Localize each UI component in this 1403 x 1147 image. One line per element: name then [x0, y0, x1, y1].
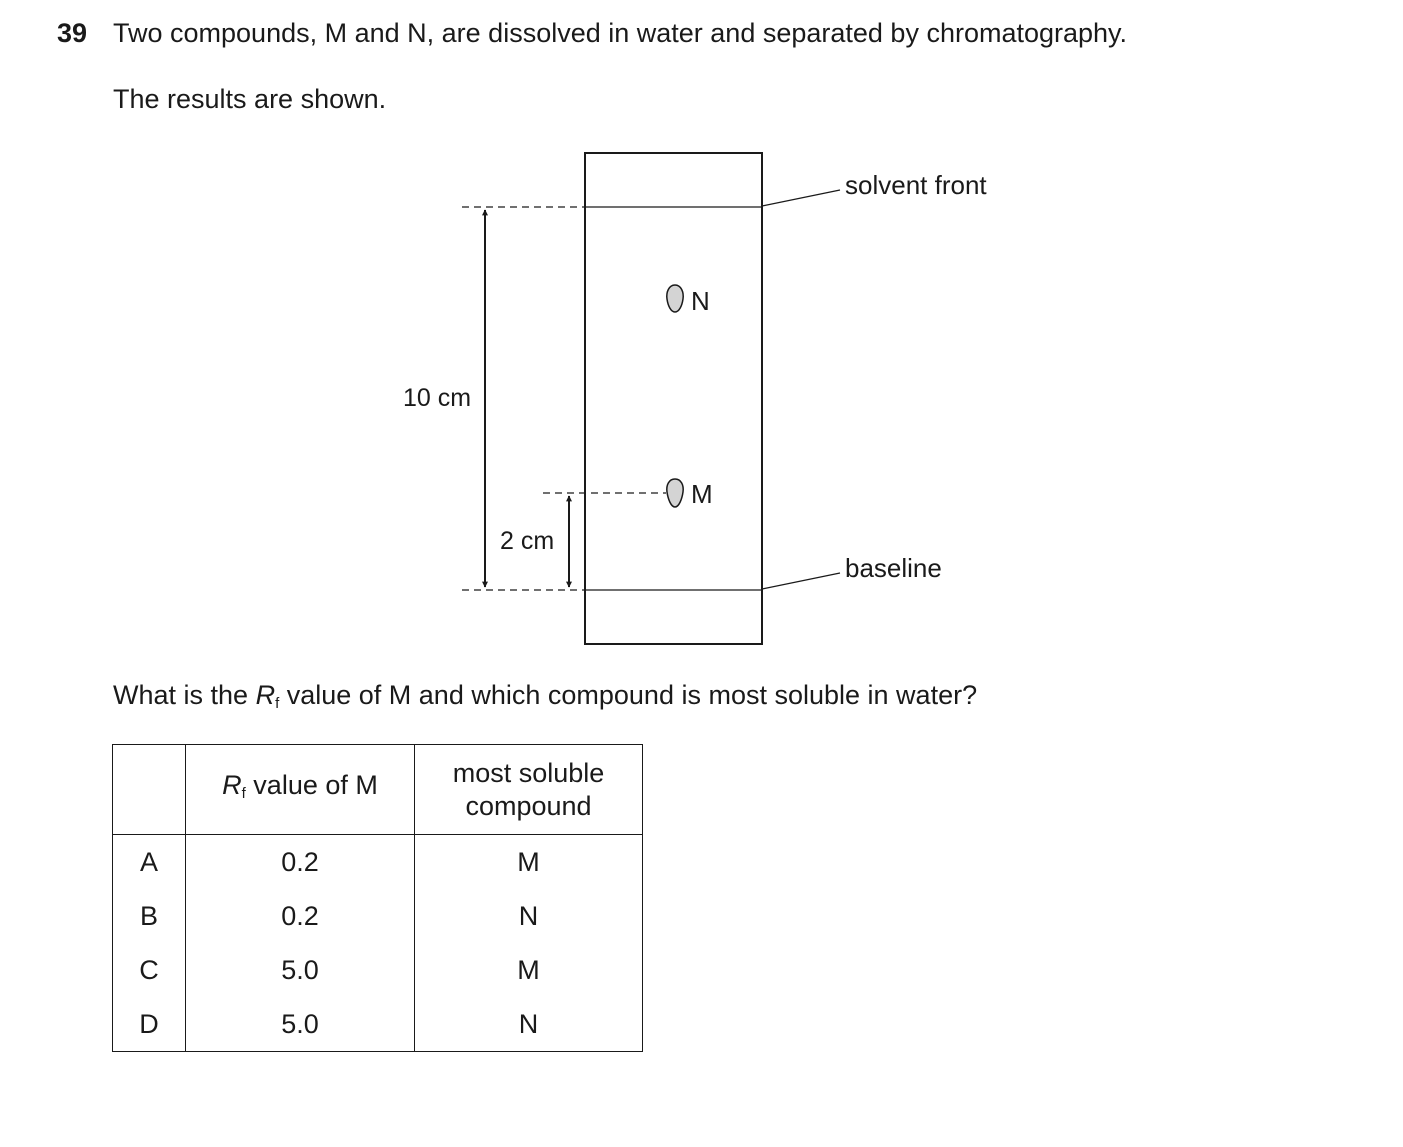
option-rf-value: 0.2 [186, 889, 415, 943]
table-row [113, 889, 643, 943]
results-intro: The results are shown. [113, 84, 387, 114]
option-compound: N [415, 889, 643, 943]
header-soluble-cell: most soluble compound [415, 745, 643, 835]
baseline-leader [762, 573, 840, 589]
spot-n [667, 285, 683, 312]
spot-m-label: M [691, 479, 713, 509]
header-rf-cell: $R_f$ value of M [186, 745, 415, 835]
question-stem: Two compounds, M and N, are dissolved in water and separated by chromatography. [113, 18, 1128, 48]
option-compound: M [415, 943, 643, 997]
option-letter[interactable]: D [113, 997, 186, 1052]
answer-options-table [112, 744, 643, 1052]
option-rf-value: 5.0 [186, 997, 415, 1052]
measure-2cm-label: 2 cm [500, 527, 555, 555]
option-letter[interactable]: C [113, 943, 186, 997]
solvent-front-leader [762, 190, 840, 206]
table-row [113, 835, 643, 890]
baseline-label: baseline [845, 553, 942, 583]
question-number: 39 [57, 18, 88, 48]
solvent-front-label: solvent front [845, 170, 987, 200]
prompt-r-symbol: $R_f$ [255, 680, 280, 712]
option-letter[interactable]: A [113, 835, 186, 890]
measure-10cm-label: 10 cm [403, 384, 472, 412]
header-option-cell [113, 745, 186, 835]
option-rf-value: 0.2 [186, 835, 415, 890]
option-rf-value: 5.0 [186, 943, 415, 997]
prompt-part1: What is the [113, 680, 256, 710]
prompt-part2: value of M and which compound is most soluble in water? [279, 680, 978, 710]
table-row [113, 943, 643, 997]
question-prompt [113, 680, 977, 712]
table-header-row [113, 745, 643, 835]
spot-m [667, 479, 683, 507]
option-compound: M [415, 835, 643, 890]
option-compound: N [415, 997, 643, 1052]
table-row [113, 997, 643, 1052]
chromatography-paper [585, 153, 762, 644]
option-letter[interactable]: B [113, 889, 186, 943]
spot-n-label: N [691, 286, 710, 316]
